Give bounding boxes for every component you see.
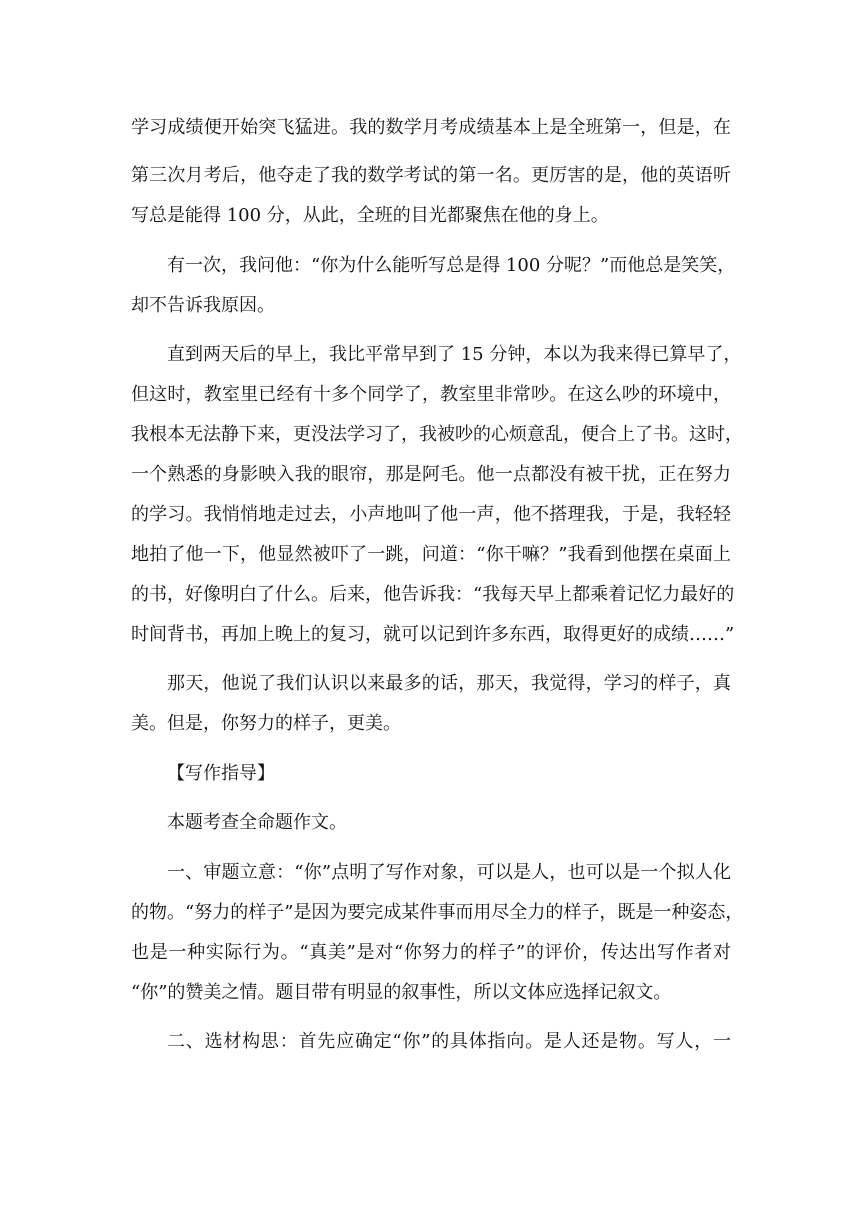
paragraph-3-line-7: 的书，好像明白了什么。后来，他告诉我：“我每天早上都乘着记忆力最好的	[131, 584, 735, 605]
paragraph-7-line-3: 也是一种实际行为。“真美”是对“你努力的样子”的评价，传达出写作者对	[131, 942, 731, 963]
paragraph-2-line-1: 有一次，我问他：“你为什么能听写总是得 100 分呢？”而他总是笑笑，	[167, 255, 736, 276]
paragraph-1-line-2: 第三次月考后，他夺走了我的数学考试的第一名。更厉害的是，他的英语听	[131, 165, 731, 186]
paragraph-3-line-4: 一个熟悉的身影映入我的眼帘，那是阿毛。他一点都没有被干扰，正在努力	[131, 464, 731, 485]
paragraph-3-line-1: 直到两天后的早上，我比平常早到了 15 分钟，本以为我来得已算早了，	[167, 344, 742, 365]
paragraph-7-line-2: 的物。“努力的样子”是因为要完成某件事而用尽全力的样子，既是一种姿态，	[131, 902, 744, 923]
paragraph-6-line-1: 本题考查全命题作文。	[167, 812, 347, 833]
paragraph-4-line-1: 那天，他说了我们认识以来最多的话，那天，我觉得，学习的样子，真	[167, 673, 731, 694]
paragraph-2-line-2: 却不告诉我原因。	[131, 295, 275, 316]
paragraph-4-line-2: 美。但是，你努力的样子，更美。	[131, 713, 401, 734]
paragraph-3-line-3: 我根本无法静下来，更没法学习了，我被吵的心烦意乱，便合上了书。这时，	[131, 424, 743, 445]
paragraph-1-line-1: 学习成绩便开始突飞猛进。我的数学月考成绩基本上是全班第一，但是，在	[131, 117, 731, 138]
paragraph-3-line-6: 地拍了他一下，他显然被吓了一跳，问道：“你干嘛？”我看到他摆在桌面上	[131, 544, 731, 565]
paragraph-3-line-5: 的学习。我悄悄地走过去，小声地叫了他一声，他不搭理我，于是，我轻轻	[131, 504, 731, 525]
paragraph-8-line-1: 二、选材构思：首先应确定“你”的具体指向。是人还是物。写人，一	[167, 1031, 731, 1052]
paragraph-7-line-4: “你”的赞美之情。题目带有明显的叙事性，所以文体应选择记叙文。	[131, 982, 672, 1003]
paragraph-7-line-1: 一、审题立意：“你”点明了写作对象，可以是人，也可以是一个拟人化	[167, 862, 731, 883]
paragraph-3-line-8: 时间背书，再加上晚上的复习，就可以记到许多东西，取得更好的成绩……”	[131, 624, 735, 645]
section-heading-writing-guide: 【写作指导】	[167, 763, 275, 784]
paragraph-3-line-2: 但这时，教室里已经有十多个同学了，教室里非常吵。在这么吵的环境中，	[131, 384, 731, 405]
paragraph-1-line-3: 写总是能得 100 分，从此，全班的目光都聚焦在他的身上。	[131, 205, 609, 226]
